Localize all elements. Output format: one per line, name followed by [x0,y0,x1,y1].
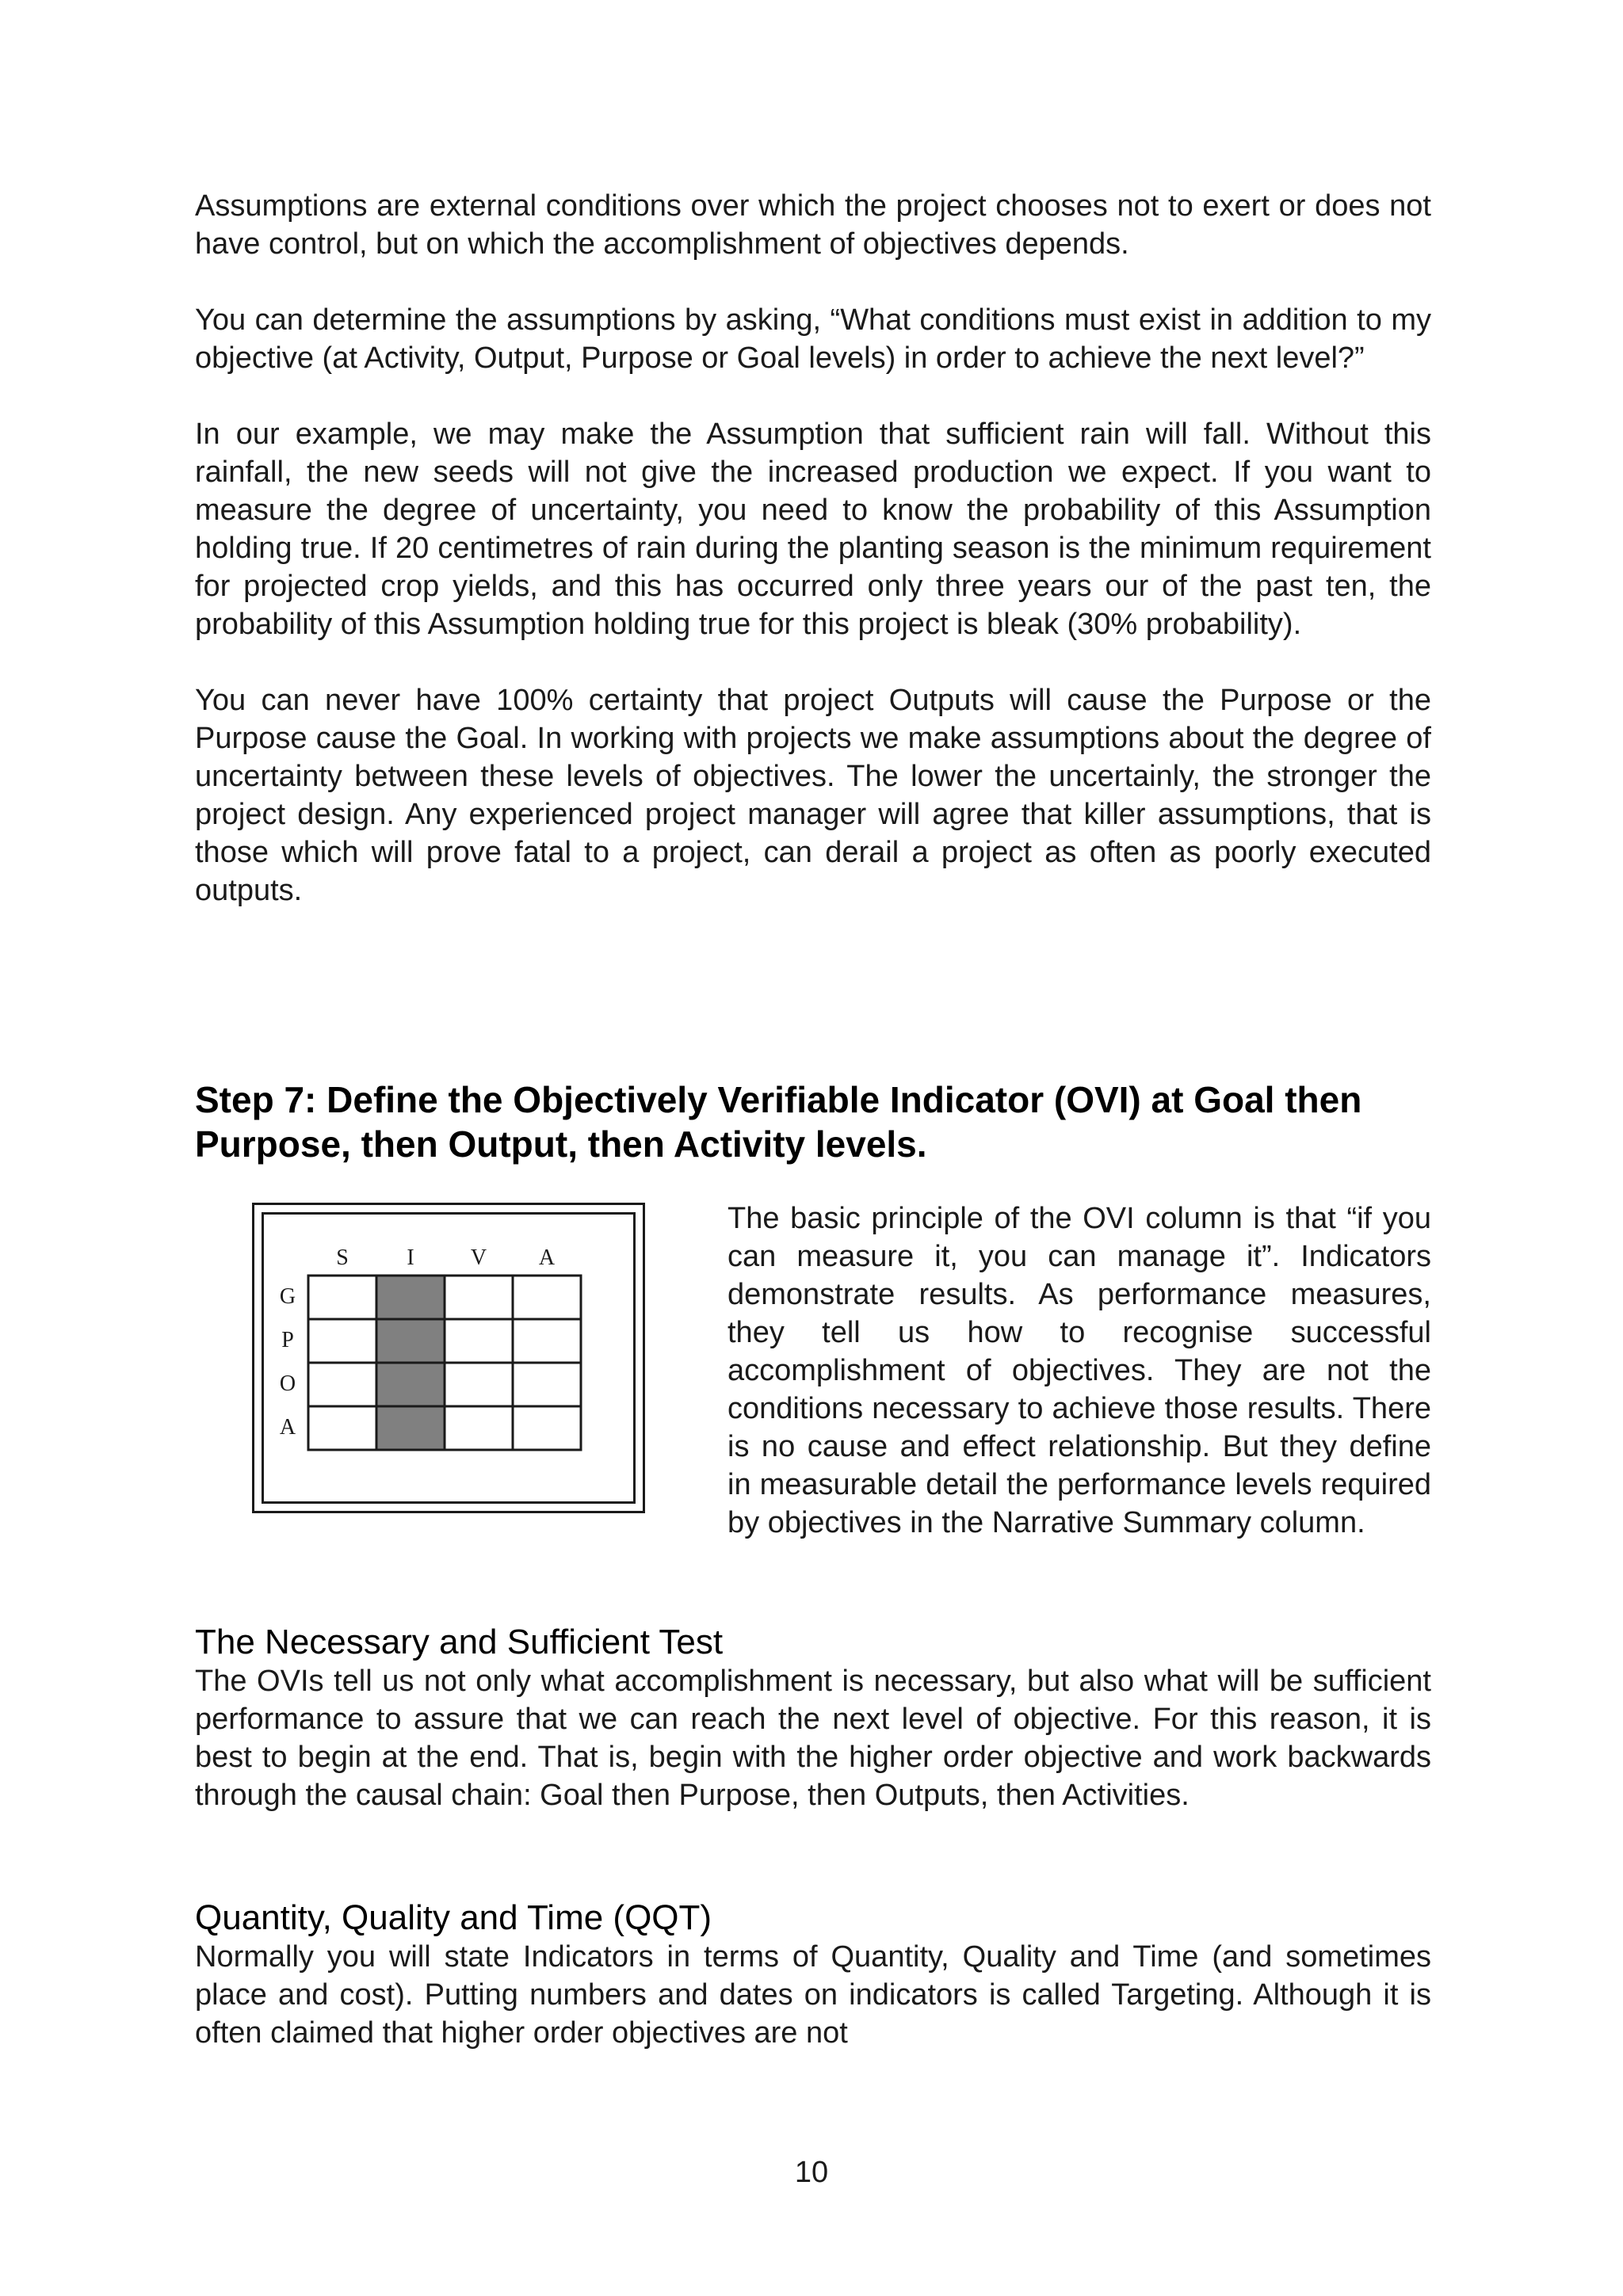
column-label-v: V [470,1245,487,1270]
row-label-g: G [279,1284,296,1309]
page-number: 10 [794,2156,829,2189]
assumptions-section [195,187,1431,910]
row-label-p: P [281,1328,294,1352]
row-label-o: O [279,1371,296,1396]
necessary-sufficient-heading: The Necessary and Sufficient Test [195,1623,724,1661]
ovi-explanation [727,1199,1431,1542]
row-label-a: A [279,1415,296,1440]
logframe-ovi-diagram [252,1203,645,1513]
qqt-paragraph: Normally you will state Indicators in terms of Quantity, Quality and Time (and sometimes place and cost). Putting numbers and dates on indicators is called Targeting. Although it is often claimed that higher order objectives are not [195,1940,1431,2050]
qqt-section [195,1898,1431,2052]
column-label-a: A [538,1245,556,1270]
diagram-inner-border [263,1214,635,1503]
necessary-sufficient-paragraph: The OVIs tell us not only what accomplishment is necessary, but also what will be sufficient performance to assure that we can reach the next level of objective. For this reason, it is best to begin at the end. That is, begin with the higher order objective and work backwards through the causal chain: Goal then Purpose, then Outputs, then Activities. [195,1665,1431,1812]
diagram-outer-border [254,1204,644,1512]
step7-section [195,1077,1431,1166]
ovi-row [195,1199,1431,1572]
ovi-principle-paragraph: The basic principle of the OVI column is that “if you can measure it, you can manage it”. Indicators demonstrate results. As performance measures, they tell us how to recognise successful accomplishment of objectives. They are not the conditions necessary to achieve those results. There is no cause and effect relationship. But they define in measurable detail the performance levels required by objectives in the Narrative Summary column. [727,1202,1431,1539]
rainfall-example-paragraph: In our example, we may make the Assumption that sufficient rain will fall. Without this rainfall, the new seeds will not give the increased production we expect. If you want to measure the degree of uncertainty, you need to know the probability of this Assumption holding true. If 20 centimetres of rain during the planting season is the minimum requirement for projected crop yields, and this has occurred only three years our of the past ten, the probability of this Assumption holding true for this project is bleak (30% probability). [195,418,1431,641]
column-label-i: I [407,1245,414,1270]
necessary-sufficient-section [195,1623,1431,1814]
certainty-paragraph: You can never have 100% certainty that project Outputs will cause the Purpose or the Purpose cause the Goal. In working with projects we make assumptions about the degree of uncertainty between these levels of objectives. The lower the uncertainly, the stronger the project design. Any experienced project manager will agree that killer assumptions, that is those which will prove fatal to a project, can derail a project as often as poorly executed outputs. [195,684,1431,907]
assumptions-question-paragraph: You can determine the assumptions by asking, “What conditions must exist in addition to my objective (at Activity, Output, Purpose or Goal levels) in order to achieve the next level?” [195,303,1431,375]
qqt-heading: Quantity, Quality and Time (QQT) [195,1898,712,1937]
column-label-s: S [336,1245,349,1270]
assumptions-definition-paragraph: Assumptions are external conditions over which the project chooses not to exert or does not have control, but on which the accomplishment of objectives depends. [195,189,1431,261]
diagram-grid [308,1276,581,1450]
step7-heading: Step 7: Define the Objectively Verifiable Indicator (OVI) at Goal then Purpose, then Output, then Activity levels. [195,1079,1362,1165]
